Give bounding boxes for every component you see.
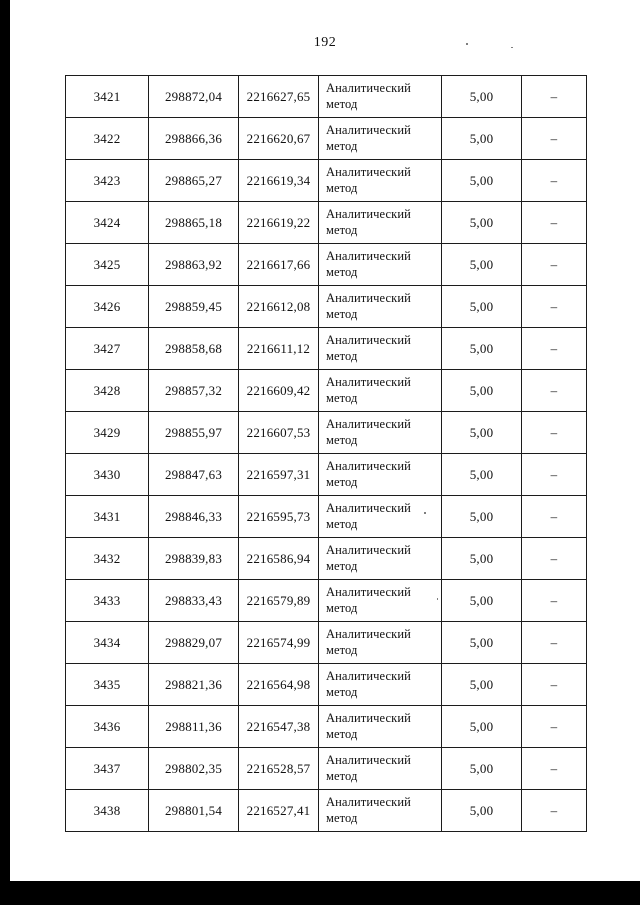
- method-line-2: метод: [326, 558, 358, 573]
- note-cell: –: [522, 790, 587, 832]
- x-coordinate-cell: 298857,32: [149, 370, 239, 412]
- point-number-cell: 3423: [66, 160, 149, 202]
- y-coordinate-cell: 2216612,08: [239, 286, 319, 328]
- note-cell: –: [522, 118, 587, 160]
- method-line-2: метод: [326, 474, 358, 489]
- method-line-1: Аналитический: [326, 626, 411, 641]
- point-number-cell: 3435: [66, 664, 149, 706]
- x-coordinate-cell: 298872,04: [149, 76, 239, 118]
- scan-edge-bottom: [0, 881, 640, 905]
- point-number-cell: 3429: [66, 412, 149, 454]
- note-cell: –: [522, 622, 587, 664]
- table-row: [66, 118, 587, 160]
- y-coordinate-cell: 2216607,53: [239, 412, 319, 454]
- method-line-1: Аналитический: [326, 416, 411, 431]
- x-coordinate-cell: 298839,83: [149, 538, 239, 580]
- method-line-2: метод: [326, 768, 358, 783]
- note-cell: –: [522, 202, 587, 244]
- precision-cell: 5,00: [442, 118, 522, 160]
- note-cell: –: [522, 538, 587, 580]
- point-number-cell: 3421: [66, 76, 149, 118]
- method-line-2: метод: [326, 138, 358, 153]
- precision-cell: 5,00: [442, 160, 522, 202]
- y-coordinate-cell: 2216579,89: [239, 580, 319, 622]
- precision-cell: 5,00: [442, 706, 522, 748]
- precision-cell: 5,00: [442, 496, 522, 538]
- x-coordinate-cell: 298801,54: [149, 790, 239, 832]
- precision-cell: 5,00: [442, 202, 522, 244]
- y-coordinate-cell: 2216619,34: [239, 160, 319, 202]
- method-line-2: метод: [326, 600, 358, 615]
- method-line-1: Аналитический: [326, 374, 411, 389]
- table-row: [66, 286, 587, 328]
- method-line-1: Аналитический: [326, 332, 411, 347]
- point-number-cell: 3433: [66, 580, 149, 622]
- table-row: [66, 454, 587, 496]
- table-row: [66, 328, 587, 370]
- note-cell: –: [522, 328, 587, 370]
- y-coordinate-cell: 2216595,73: [239, 496, 319, 538]
- method-cell: [319, 328, 442, 370]
- y-coordinate-cell: 2216627,65: [239, 76, 319, 118]
- method-cell: [319, 622, 442, 664]
- y-coordinate-cell: 2216609,42: [239, 370, 319, 412]
- precision-cell: 5,00: [442, 538, 522, 580]
- point-number-cell: 3437: [66, 748, 149, 790]
- table-row: [66, 76, 587, 118]
- table-row: [66, 790, 587, 832]
- method-cell: [319, 412, 442, 454]
- y-coordinate-cell: 2216564,98: [239, 664, 319, 706]
- method-cell: [319, 286, 442, 328]
- point-number-cell: 3424: [66, 202, 149, 244]
- method-line-1: Аналитический: [326, 164, 411, 179]
- method-line-1: Аналитический: [326, 248, 411, 263]
- x-coordinate-cell: 298865,18: [149, 202, 239, 244]
- method-line-1: Аналитический: [326, 80, 411, 95]
- method-line-2: метод: [326, 642, 358, 657]
- table-row: [66, 202, 587, 244]
- method-cell: [319, 76, 442, 118]
- precision-cell: 5,00: [442, 580, 522, 622]
- precision-cell: 5,00: [442, 454, 522, 496]
- x-coordinate-cell: 298802,35: [149, 748, 239, 790]
- note-cell: –: [522, 286, 587, 328]
- y-coordinate-cell: 2216619,22: [239, 202, 319, 244]
- method-line-2: метод: [326, 306, 358, 321]
- method-cell: [319, 118, 442, 160]
- method-cell: [319, 496, 442, 538]
- y-coordinate-cell: 2216597,31: [239, 454, 319, 496]
- note-cell: –: [522, 454, 587, 496]
- x-coordinate-cell: 298833,43: [149, 580, 239, 622]
- precision-cell: 5,00: [442, 76, 522, 118]
- note-cell: –: [522, 664, 587, 706]
- method-line-2: метод: [326, 222, 358, 237]
- point-number-cell: 3434: [66, 622, 149, 664]
- method-cell: [319, 202, 442, 244]
- point-number-cell: 3432: [66, 538, 149, 580]
- page-number: 192: [313, 35, 337, 50]
- method-line-1: Аналитический: [326, 710, 411, 725]
- y-coordinate-cell: 2216527,41: [239, 790, 319, 832]
- point-number-cell: 3427: [66, 328, 149, 370]
- method-cell: [319, 748, 442, 790]
- method-line-1: Аналитический: [326, 290, 411, 305]
- y-coordinate-cell: 2216574,99: [239, 622, 319, 664]
- table-row: [66, 160, 587, 202]
- method-line-2: метод: [326, 390, 358, 405]
- method-line-2: метод: [326, 180, 358, 195]
- y-coordinate-cell: 2216528,57: [239, 748, 319, 790]
- method-line-1: Аналитический: [326, 206, 411, 221]
- point-number-cell: 3431: [66, 496, 149, 538]
- method-line-1: Аналитический: [326, 458, 411, 473]
- method-line-1: Аналитический: [326, 668, 411, 683]
- method-line-2: метод: [326, 264, 358, 279]
- scan-noise-dot: [466, 43, 468, 45]
- y-coordinate-cell: 2216617,66: [239, 244, 319, 286]
- x-coordinate-cell: 298865,27: [149, 160, 239, 202]
- precision-cell: 5,00: [442, 748, 522, 790]
- y-coordinate-cell: 2216547,38: [239, 706, 319, 748]
- y-coordinate-cell: 2216620,67: [239, 118, 319, 160]
- method-line-1: Аналитический: [326, 500, 411, 515]
- precision-cell: 5,00: [442, 664, 522, 706]
- note-cell: –: [522, 412, 587, 454]
- method-line-1: Аналитический: [326, 752, 411, 767]
- scan-noise-dot: [511, 47, 513, 48]
- point-number-cell: 3436: [66, 706, 149, 748]
- note-cell: –: [522, 160, 587, 202]
- method-line-2: метод: [326, 96, 358, 111]
- note-cell: –: [522, 580, 587, 622]
- method-line-2: метод: [326, 516, 358, 531]
- point-number-cell: 3438: [66, 790, 149, 832]
- note-cell: –: [522, 370, 587, 412]
- precision-cell: 5,00: [442, 370, 522, 412]
- survey-points-table: [65, 75, 587, 832]
- point-number-cell: 3428: [66, 370, 149, 412]
- note-cell: –: [522, 496, 587, 538]
- x-coordinate-cell: 298858,68: [149, 328, 239, 370]
- method-line-2: метод: [326, 810, 358, 825]
- x-coordinate-cell: 298866,36: [149, 118, 239, 160]
- method-cell: [319, 664, 442, 706]
- x-coordinate-cell: 298863,92: [149, 244, 239, 286]
- method-cell: [319, 370, 442, 412]
- method-line-2: метод: [326, 684, 358, 699]
- method-cell: [319, 790, 442, 832]
- table-row: [66, 622, 587, 664]
- point-number-cell: 3430: [66, 454, 149, 496]
- table-row: [66, 664, 587, 706]
- y-coordinate-cell: 2216586,94: [239, 538, 319, 580]
- table-row: [66, 580, 587, 622]
- x-coordinate-cell: 298859,45: [149, 286, 239, 328]
- point-number-cell: 3426: [66, 286, 149, 328]
- table-row: [66, 370, 587, 412]
- method-cell: [319, 160, 442, 202]
- table-row: [66, 244, 587, 286]
- method-line-1: Аналитический: [326, 542, 411, 557]
- table-row: [66, 496, 587, 538]
- table-row: [66, 748, 587, 790]
- precision-cell: 5,00: [442, 790, 522, 832]
- precision-cell: 5,00: [442, 328, 522, 370]
- table-row: [66, 412, 587, 454]
- method-cell: [319, 706, 442, 748]
- method-line-1: Аналитический: [326, 122, 411, 137]
- x-coordinate-cell: 298829,07: [149, 622, 239, 664]
- scan-noise-dot: [437, 598, 438, 600]
- table-body: [66, 76, 587, 832]
- x-coordinate-cell: 298847,63: [149, 454, 239, 496]
- method-cell: [319, 580, 442, 622]
- note-cell: –: [522, 76, 587, 118]
- note-cell: –: [522, 748, 587, 790]
- y-coordinate-cell: 2216611,12: [239, 328, 319, 370]
- method-line-1: Аналитический: [326, 584, 411, 599]
- precision-cell: 5,00: [442, 286, 522, 328]
- point-number-cell: 3425: [66, 244, 149, 286]
- method-line-2: метод: [326, 348, 358, 363]
- method-line-2: метод: [326, 432, 358, 447]
- precision-cell: 5,00: [442, 622, 522, 664]
- method-cell: [319, 538, 442, 580]
- x-coordinate-cell: 298821,36: [149, 664, 239, 706]
- x-coordinate-cell: 298846,33: [149, 496, 239, 538]
- method-cell: [319, 454, 442, 496]
- method-line-2: метод: [326, 726, 358, 741]
- precision-cell: 5,00: [442, 412, 522, 454]
- method-line-1: Аналитический: [326, 794, 411, 809]
- table-row: [66, 706, 587, 748]
- point-number-cell: 3422: [66, 118, 149, 160]
- scan-edge-left: [0, 0, 10, 905]
- method-cell: [319, 244, 442, 286]
- x-coordinate-cell: 298855,97: [149, 412, 239, 454]
- x-coordinate-cell: 298811,36: [149, 706, 239, 748]
- scan-noise-dot: [424, 512, 426, 514]
- note-cell: –: [522, 706, 587, 748]
- precision-cell: 5,00: [442, 244, 522, 286]
- table-row: [66, 538, 587, 580]
- note-cell: –: [522, 244, 587, 286]
